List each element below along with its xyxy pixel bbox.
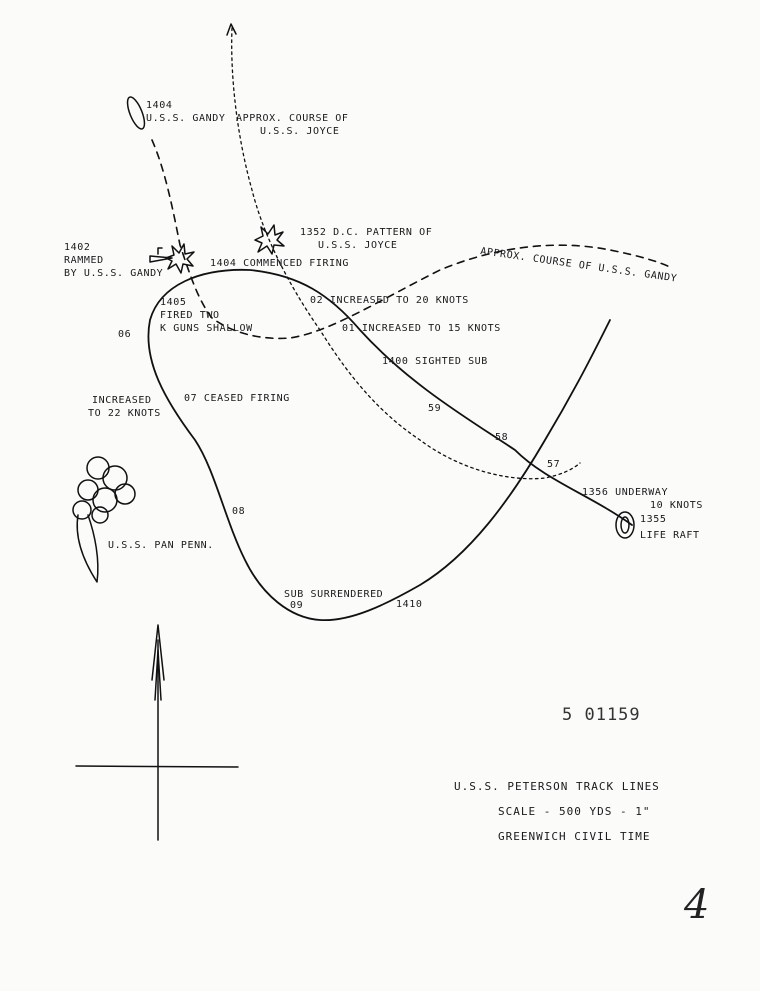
legend-title: U.S.S. PETERSON TRACK LINES — [454, 780, 660, 793]
label-06: 06 — [118, 329, 132, 340]
label-rammed: RAMMED — [64, 255, 104, 266]
label-rammed-time: 1402 — [64, 242, 91, 253]
label-08: 08 — [232, 506, 246, 517]
label-58: 58 — [495, 432, 509, 443]
label-09: 09 — [290, 600, 304, 611]
sub-conning-icon — [158, 248, 162, 254]
label-fired-two: FIRED TWO — [160, 310, 220, 321]
page-number: 4 — [684, 882, 710, 928]
label-1405: 1405 — [160, 297, 187, 308]
label-01: 01 INCREASED TO 15 KNOTS — [342, 323, 501, 334]
label-raft-time: 1355 — [640, 514, 667, 525]
label-gandy-name: U.S.S. GANDY — [146, 113, 226, 124]
label-57: 57 — [547, 459, 561, 470]
document-stamp: 5 01159 — [562, 705, 641, 725]
gandy-course-line — [152, 140, 672, 338]
label-sub-surrendered: SUB SURRENDERED — [284, 589, 384, 600]
label-dc-pattern-1: 1352 D.C. PATTERN OF — [300, 227, 433, 238]
label-commenced-firing: 1404 COMMENCED FIRING — [210, 258, 350, 269]
gandy-ship-icon — [124, 95, 148, 131]
label-dc-pattern-2: U.S.S. JOYCE — [318, 240, 398, 251]
label-1400: 1400 SIGHTED SUB — [382, 356, 488, 367]
pan-penn-ship-icon — [77, 515, 98, 582]
label-underway-1: 1356 UNDERWAY — [582, 487, 669, 498]
north-arrow-icon — [76, 625, 238, 840]
label-joyce-course-2: U.S.S. JOYCE — [260, 126, 340, 137]
label-k-guns: K GUNS SHALLOW — [160, 323, 253, 334]
label-59: 59 — [428, 403, 442, 414]
label-joyce-course-1: APPROX. COURSE OF — [236, 113, 349, 124]
label-increased-1: INCREASED — [92, 395, 152, 406]
label-underway-2: 10 KNOTS — [650, 500, 703, 511]
label-07: 07 CEASED FIRING — [184, 393, 290, 404]
legend-scale: SCALE - 500 YDS - 1" — [498, 805, 651, 818]
label-gandy-course: APPROX. COURSE OF U.S.S. GANDY — [479, 246, 678, 285]
label-02: 02 INCREASED TO 20 KNOTS — [310, 295, 469, 306]
label-1410: 1410 — [396, 599, 423, 610]
smoke-cloud-icon — [73, 457, 135, 523]
label-increased-2: TO 22 KNOTS — [88, 408, 161, 419]
label-gandy-time: 1404 — [146, 100, 173, 111]
legend-time: GREENWICH CIVIL TIME — [498, 830, 651, 843]
label-pan-penn: U.S.S. PAN PENN. — [108, 540, 214, 551]
label-rammed-by: BY U.S.S. GANDY — [64, 268, 164, 279]
label-raft: LIFE RAFT — [640, 530, 700, 541]
